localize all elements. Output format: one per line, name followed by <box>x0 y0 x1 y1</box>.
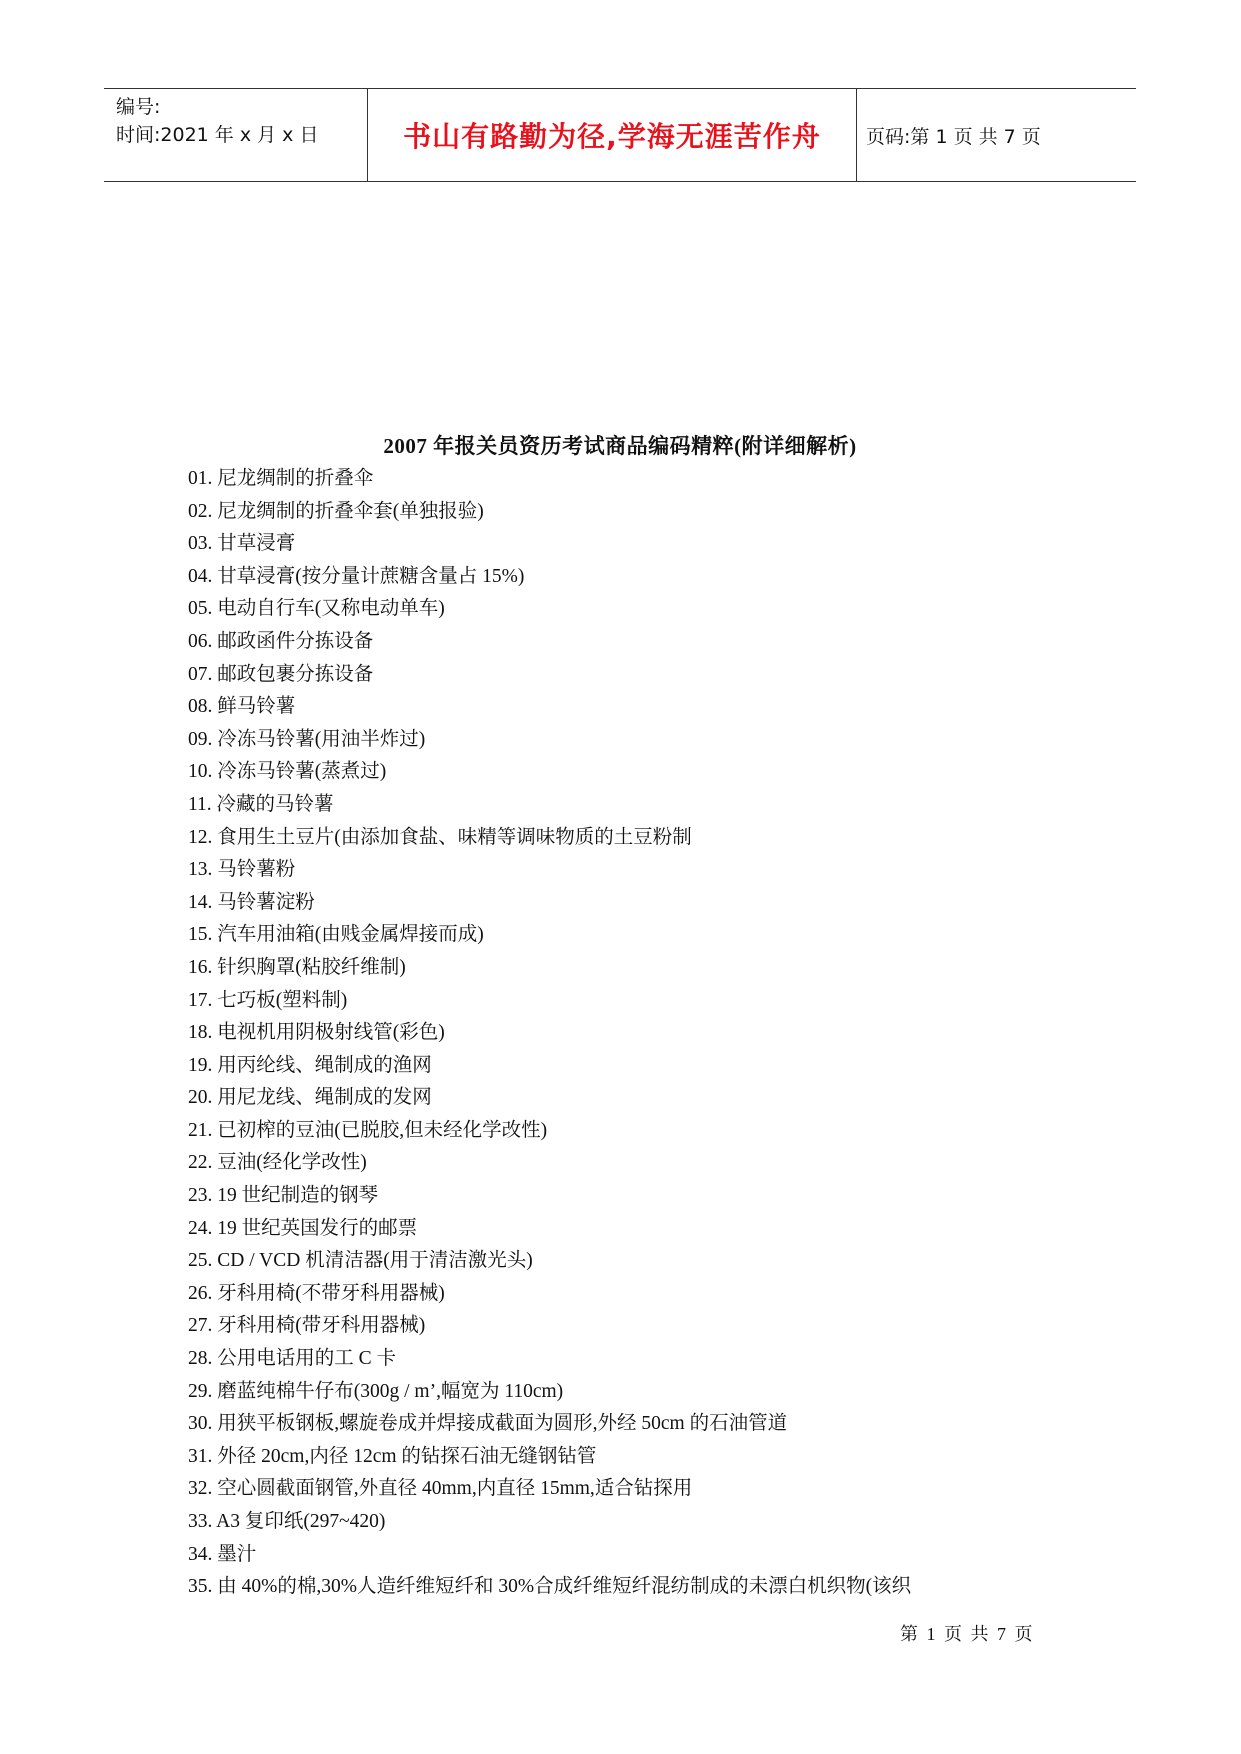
list-item: 24. 19 世纪英国发行的邮票 <box>188 1217 418 1239</box>
list-item: 04. 甘草浸膏(按分量计蔗糖含量占 15%) <box>188 565 525 587</box>
list-item: 02. 尼龙绸制的折叠伞套(单独报验) <box>188 500 484 522</box>
header-motto: 书山有路勤为径,学海无涯苦作舟 <box>403 120 821 153</box>
list-item: 19. 用丙纶线、绳制成的渔网 <box>188 1054 432 1076</box>
list-item: 27. 牙科用椅(带牙科用器械) <box>188 1315 426 1337</box>
list-item: 34. 墨汁 <box>188 1543 257 1565</box>
header-meta <box>116 93 366 149</box>
list-item: 33. A3 复印纸(297~420) <box>188 1511 386 1532</box>
list-item: 29. 磨蓝纯棉牛仔布(300g / m’,幅宽为 110cm) <box>188 1380 564 1402</box>
list-item: 12. 食用生土豆片(由添加食盐、味精等调味物质的土豆粉制 <box>188 826 692 848</box>
list-item: 20. 用尼龙线、绳制成的发网 <box>188 1087 432 1109</box>
list-item: 17. 七巧板(塑料制) <box>188 989 348 1011</box>
list-item: 09. 冷冻马铃薯(用油半炸过) <box>188 728 426 750</box>
list-item: 31. 外径 20cm,内径 12cm 的钻探石油无缝钢钻管 <box>188 1445 597 1467</box>
list-item: 14. 马铃薯淀粉 <box>188 891 315 913</box>
list-item: 13. 马铃薯粉 <box>188 859 296 881</box>
list-item: 06. 邮政函件分拣设备 <box>188 630 374 652</box>
list-item: 26. 牙科用椅(不带牙科用器械) <box>188 1282 445 1304</box>
list-item: 23. 19 世纪制造的钢琴 <box>188 1185 379 1207</box>
list-item: 21. 已初榨的豆油(已脱胶,但未经化学改性) <box>188 1119 548 1141</box>
list-item: 03. 甘草浸膏 <box>188 533 296 555</box>
list-item: 15. 汽车用油箱(由贱金属焊接而成) <box>188 924 484 946</box>
list-item: 05. 电动自行车(又称电动单车) <box>188 598 445 620</box>
list-item: 11. 冷藏的马铃薯 <box>188 793 334 815</box>
item-list <box>188 463 1088 1604</box>
list-item: 25. CD / VCD 机清洁器(用于清洁激光头) <box>188 1250 533 1272</box>
list-item: 22. 豆油(经化学改性) <box>188 1152 367 1174</box>
list-item: 30. 用狭平板钢板,螺旋卷成并焊接成截面为圆形,外经 50cm 的石油管道 <box>188 1413 788 1435</box>
header-time-label: 时间:2021 年 x 月 x 日 <box>116 124 319 146</box>
list-item: 01. 尼龙绸制的折叠伞 <box>188 468 374 489</box>
header-divider <box>856 89 857 181</box>
header-page-info: 页码:第 1 页 共 7 页 <box>866 125 1041 148</box>
list-item: 18. 电视机用阴极射线管(彩色) <box>188 1022 445 1044</box>
header-number-label: 编号: <box>116 96 161 118</box>
document-title: 2007 年报关员资历考试商品编码精粹(附详细解析) <box>383 434 857 458</box>
page-header <box>104 88 1136 182</box>
list-item: 08. 鲜马铃薯 <box>188 696 296 718</box>
page-footer: 第 1 页 共 7 页 <box>900 1624 1035 1644</box>
list-item: 32. 空心圆截面钢管,外直径 40mm,内直径 15mm,适合钻探用 <box>188 1478 693 1500</box>
list-item: 10. 冷冻马铃薯(蒸煮过) <box>188 761 387 783</box>
list-item: 28. 公用电话用的工 C 卡 <box>188 1348 397 1370</box>
list-item: 16. 针织胸罩(粘胶纤维制) <box>188 956 406 978</box>
list-item: 07. 邮政包裹分拣设备 <box>188 663 374 685</box>
list-item: 35. 由 40%的棉,30%人造纤维短纤和 30%合成纤维短纤混纺制成的未漂白机织物(该织 <box>188 1576 912 1598</box>
